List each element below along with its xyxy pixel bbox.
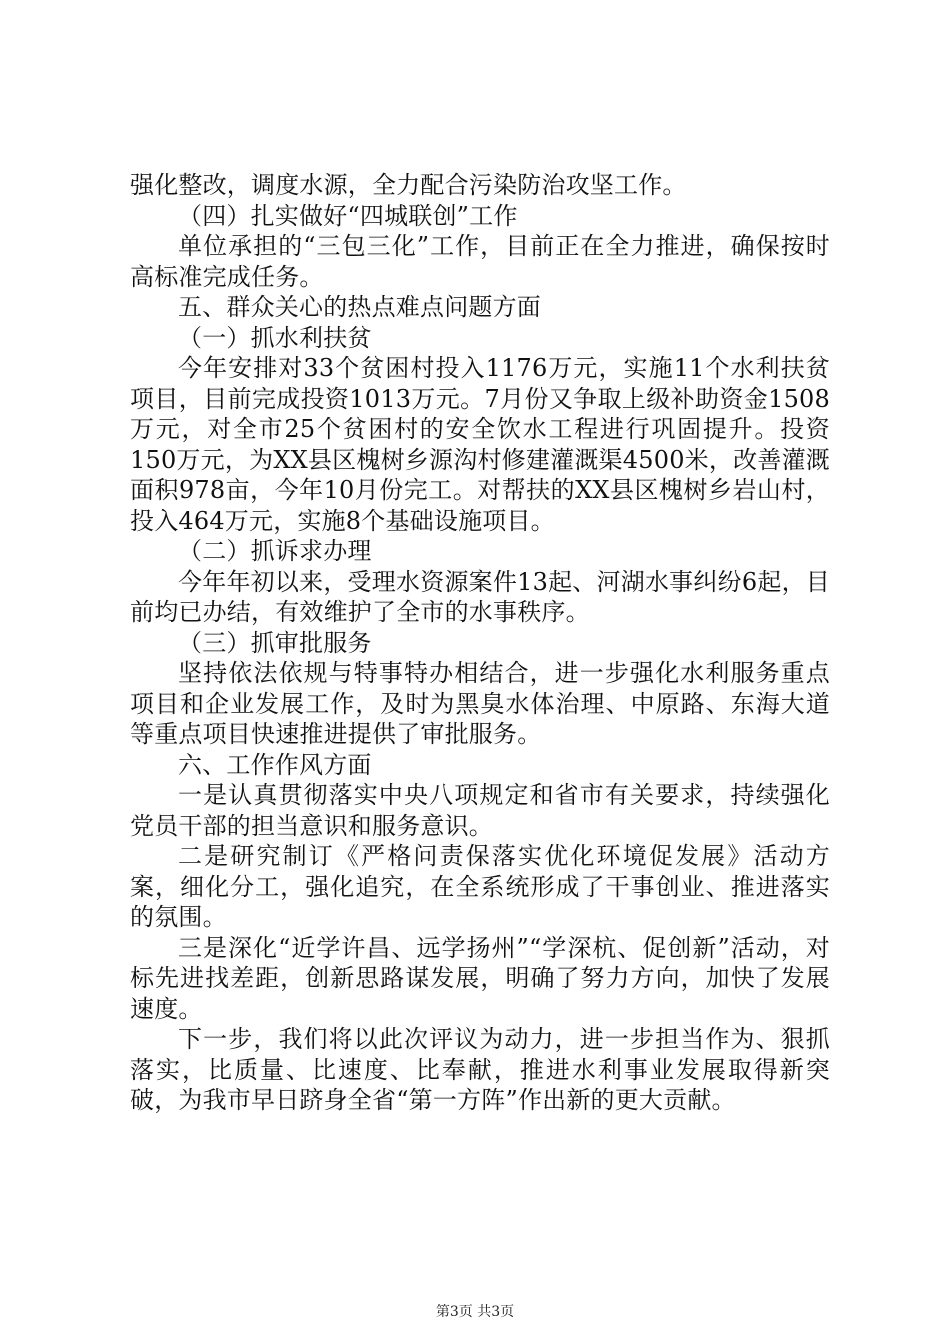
paragraph-5: 坚持依法依规与特事特办相结合，进一步强化水利服务重点项目和企业发展工作，及时为黑臭水体治理、中原路、东海大道等重点项目快速推进提供了审批服务。: [130, 659, 830, 748]
paragraph-9: 下一步，我们将以此次评议为动力，进一步担当作为、狠抓落实，比质量、比速度、比奉献，推进水利事业发展取得新突破，为我市早日跻身全省“第一方阵”作出新的更大贡献。: [130, 1025, 830, 1114]
paragraph-2: 单位承担的“三包三化”工作，目前正在全力推进，确保按时高标准完成任务。: [130, 232, 830, 291]
paragraph-3: 今年安排对33个贫困村投入1176万元，实施11个水利扶贫项目，目前完成投资1013万元。7月份又争取上级补助资金1508万元，对全市25个贫困村的安全饮水工程进行巩固提升。投资150万元，为XX县区槐树乡源沟村修建灌溉渠4500米，改善灌溉面积978亩，今年10月份完工。对帮扶的XX县区槐树乡岩山村，投入464万元，实施8个基础设施项目。: [130, 354, 830, 535]
section-heading-6: 六、工作作风方面: [178, 750, 372, 779]
subheading-5-2: （二）抓诉求办理: [178, 537, 372, 565]
paragraph-4: 今年年初以来，受理水资源案件13起、河湖水事纠纷6起，目前均已办结，有效维护了全市的水事秩序。: [130, 567, 830, 626]
page-number-footer: 第3页 共3页: [435, 1304, 515, 1320]
paragraph-1: 强化整改，调度水源，全力配合污染防治攻坚工作。: [130, 171, 687, 199]
document-body: [130, 170, 830, 1116]
paragraph-7: 二是研究制订《严格问责保落实优化环境促发展》活动方案，细化分工，强化追究，在全系统形成了干事创业、推进落实的氛围。: [130, 842, 830, 931]
paragraph-8: 三是深化“近学许昌、远学扬州”“学深杭、促创新”活动，对标先进找差距，创新思路谋发展，明确了努力方向，加快了发展速度。: [130, 933, 830, 1023]
subheading-5-3: （三）抓审批服务: [178, 628, 372, 657]
subheading-5-1: （一）抓水利扶贫: [178, 323, 372, 352]
subheading-4: （四）扎实做好“四城联创”工作: [178, 201, 518, 230]
paragraph-6: 一是认真贯彻落实中央八项规定和省市有关要求，持续强化党员干部的担当意识和服务意识。: [130, 781, 830, 840]
section-heading-5: 五、群众关心的热点难点问题方面: [178, 293, 541, 321]
